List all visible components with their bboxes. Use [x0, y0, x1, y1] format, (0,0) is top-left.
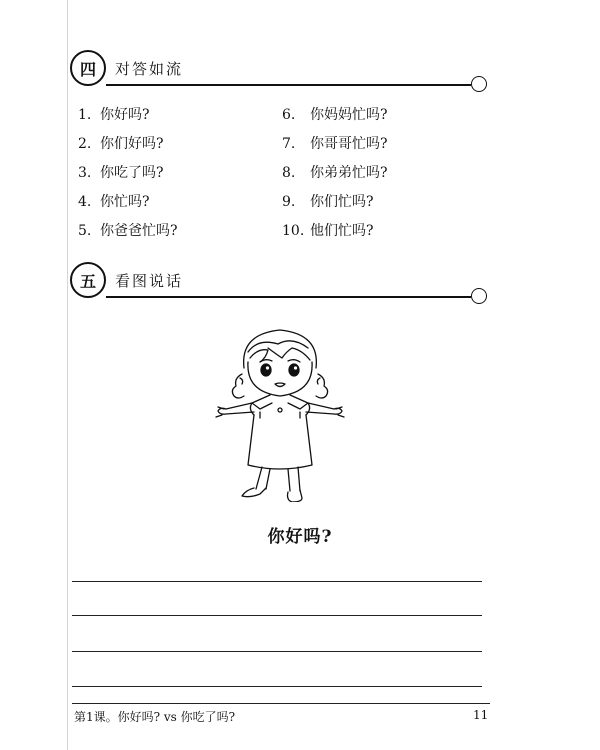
question-item — [282, 162, 388, 182]
footer-lesson-title: 第1课。你好吗? vs 你吃了吗? — [74, 710, 236, 724]
writing-line — [72, 615, 482, 616]
question-text: 你妈妈忙吗? — [310, 107, 388, 123]
question-item — [282, 220, 374, 240]
question-number: 8. — [282, 165, 296, 181]
question-text: 你们忙吗? — [310, 194, 374, 210]
question-number: 4. — [78, 194, 92, 210]
question-number: 5. — [78, 223, 92, 239]
question-list — [78, 104, 478, 244]
writing-line — [72, 651, 482, 652]
section-5-rule — [106, 296, 471, 298]
question-item — [78, 162, 164, 182]
question-item — [78, 191, 150, 211]
page-number: 11 — [473, 708, 489, 722]
question-item — [282, 104, 388, 124]
section-5-end-circle — [471, 288, 487, 304]
question-text: 你吃了吗? — [100, 165, 164, 181]
picture-caption: 你好吗? — [267, 527, 333, 547]
section-5-title: 看图说话 — [115, 272, 184, 290]
section-5-header — [70, 262, 490, 306]
question-number: 2. — [78, 136, 92, 152]
writing-line — [72, 581, 482, 582]
question-text: 他们忙吗? — [310, 223, 374, 239]
section-4-title: 对答如流 — [115, 60, 184, 78]
question-text: 你好吗? — [100, 107, 150, 123]
question-item — [78, 220, 178, 240]
question-number: 9. — [282, 194, 296, 210]
section-4-header — [70, 50, 490, 94]
question-number: 7. — [282, 136, 296, 152]
writing-line — [72, 686, 482, 687]
footer-rule — [72, 703, 490, 704]
page-margin-line — [67, 0, 68, 750]
question-item — [282, 191, 374, 211]
question-item — [78, 133, 164, 153]
question-text: 你们好吗? — [100, 136, 164, 152]
question-number: 3. — [78, 165, 92, 181]
section-5-badge: 五 — [70, 262, 106, 298]
question-item — [282, 133, 388, 153]
question-number: 6. — [282, 107, 296, 123]
question-text: 你哥哥忙吗? — [310, 136, 388, 152]
question-text: 你忙吗? — [100, 194, 150, 210]
girl-illustration — [210, 312, 350, 502]
section-4-badge: 四 — [70, 50, 106, 86]
section-4-end-circle — [471, 76, 487, 92]
question-number: 10. — [282, 223, 305, 239]
question-number: 1. — [78, 107, 92, 123]
section-4-rule — [106, 84, 471, 86]
question-text: 你弟弟忙吗? — [310, 165, 388, 181]
question-item — [78, 104, 150, 124]
question-text: 你爸爸忙吗? — [100, 223, 178, 239]
